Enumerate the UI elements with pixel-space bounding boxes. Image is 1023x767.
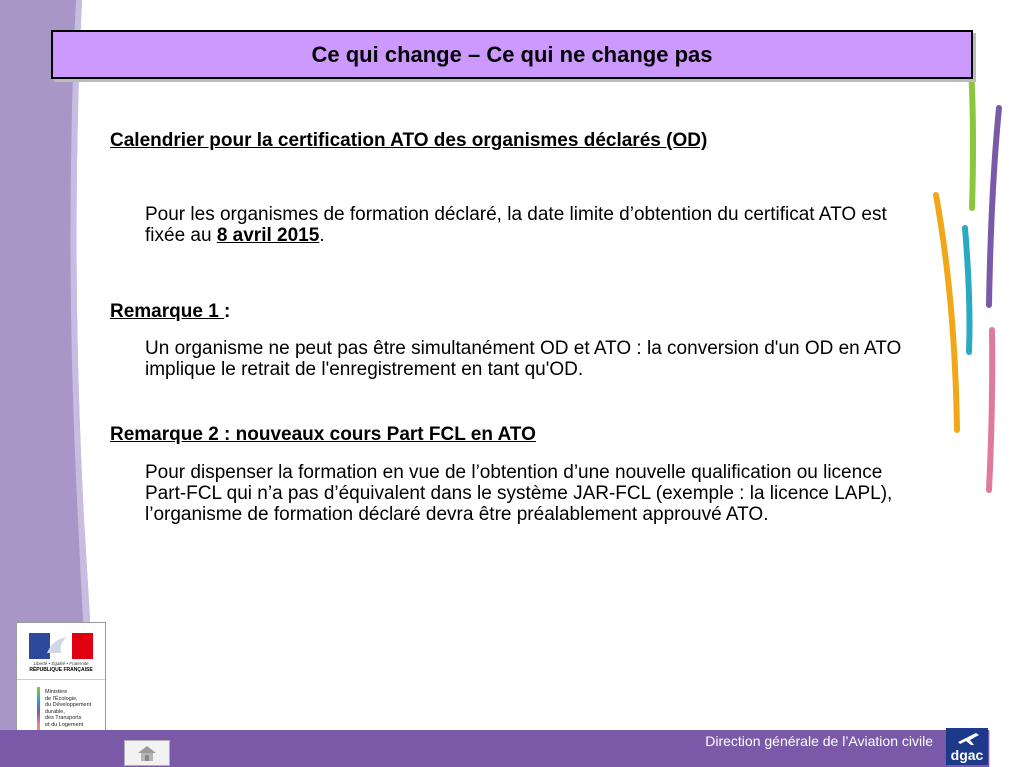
deadline-date: 8 avril 2015 [216,225,320,246]
section1-text: Pour les organismes de formation déclaré, la date limite d’obtention du certificat ATO est fixée au [145,204,887,246]
ministry-line: durable, [45,708,65,715]
section1-period: . [319,225,325,246]
remark2-heading: Remarque 2 : nouveaux cours Part FCL en ATO [110,424,536,445]
ministry-line: de l'Écologie, [45,695,78,702]
slide-title-box [51,30,973,79]
section1-paragraph [110,204,910,246]
marianne-flag-icon [29,633,93,659]
ministry-line: et du Logement [45,721,84,728]
ministry-line: Ministère [45,689,68,695]
republic-name: RÉPUBLIQUE FRANÇAISE [29,667,93,673]
remark2-text: Pour dispenser la formation en vue de l’obtention d’une nouvelle qualification ou licence Part-FCL qui n’a pas d’équivalent dans le système JAR-FCL (exemple : la licence LAPL), l’organisme de formation déclaré devra être préalablement approuvé ATO. [145,462,893,525]
section1-heading: Calendrier pour la certification ATO des organismes déclarés (OD) [110,130,708,151]
footer-organization: Direction générale de l’Aviation civile [705,733,933,749]
footer-corner [989,730,1023,767]
logo-divider [17,679,105,680]
home-icon [136,744,158,762]
ministry-line: du Développement [45,702,92,708]
ministry-color-bar [37,687,40,735]
remark1-text: Un organisme ne peut pas être simultanément OD et ATO : la conversion d'un OD en ATO implique le retrait de l'enregistrement en tant qu'OD. [145,338,902,380]
republic-motto: Liberté • Égalité • Fraternité [33,661,89,666]
slide-content [110,130,910,525]
dgac-logo [946,728,988,765]
dgac-logo-text: dgac [950,747,984,763]
remark1-heading: Remarque 1 [110,301,225,322]
home-button[interactable] [124,740,170,766]
decorative-lines [925,30,1023,500]
republic-ministry-logo [16,622,106,742]
ministry-name [45,689,91,728]
slide-title: Ce qui change – Ce qui ne change pas [311,41,713,67]
ministry-line: des Transports [45,715,82,721]
remark1-colon: : [224,301,231,322]
plane-icon [946,728,988,748]
remark1-heading-line [110,301,910,322]
